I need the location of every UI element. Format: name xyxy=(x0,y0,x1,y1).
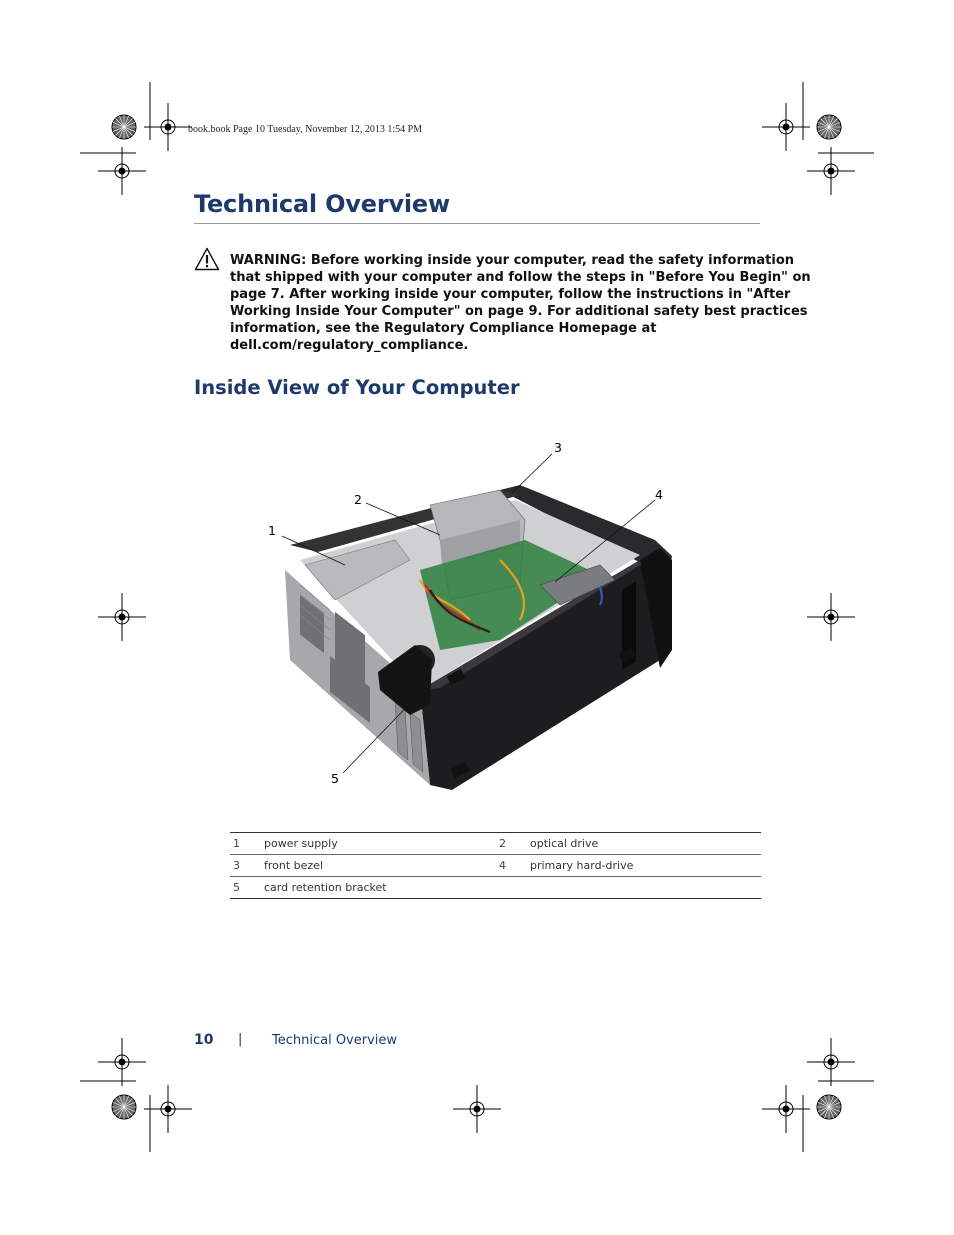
legend-number: 5 xyxy=(230,877,264,899)
callout-4: 4 xyxy=(655,487,663,502)
legend-number: 4 xyxy=(496,855,530,877)
legend-number: 2 xyxy=(496,833,530,855)
legend-label: card retention bracket xyxy=(264,877,496,899)
legend-label: optical drive xyxy=(530,833,761,855)
warning-triangle-icon xyxy=(194,247,220,271)
section-title: Inside View of Your Computer xyxy=(194,376,520,399)
computer-chassis-illustration xyxy=(230,430,750,810)
legend-label: front bezel xyxy=(264,855,496,877)
warning-line: Working Inside Your Computer" on page 9. For additional safety best practices xyxy=(230,304,808,319)
warning-line: page 7. After working inside your computer, follow the instructions in "After xyxy=(230,287,791,302)
page-number: 10 xyxy=(194,1032,214,1048)
legend-label: power supply xyxy=(264,833,496,855)
warning-text xyxy=(230,252,811,354)
legend-number xyxy=(496,877,530,899)
warning-line: WARNING: Before working inside your computer, read the safety information xyxy=(230,253,795,268)
warning-link[interactable]: dell.com/regulatory_compliance. xyxy=(230,338,469,353)
callout-3: 3 xyxy=(554,440,562,455)
table-row xyxy=(230,855,761,877)
table-row xyxy=(230,877,761,899)
title-rule xyxy=(194,223,760,224)
callout-5: 5 xyxy=(331,771,339,786)
legend-number: 3 xyxy=(230,855,264,877)
legend-label xyxy=(530,877,761,899)
callout-legend-table xyxy=(230,832,761,899)
print-header: book.book Page 10 Tuesday, November 12, 2013 1:54 PM xyxy=(188,124,423,135)
callout-1: 1 xyxy=(268,523,276,538)
footer-separator: | xyxy=(238,1032,243,1047)
footer-section-title: Technical Overview xyxy=(272,1033,398,1048)
callout-2: 2 xyxy=(354,492,362,507)
warning-line: that shipped with your computer and follow the steps in "Before You Begin" on xyxy=(230,270,811,285)
legend-label: primary hard-drive xyxy=(530,855,761,877)
warning-line: information, see the Regulatory Compliance Homepage at xyxy=(230,321,657,336)
table-row xyxy=(230,833,761,855)
legend-number: 1 xyxy=(230,833,264,855)
page-title: Technical Overview xyxy=(194,190,450,218)
